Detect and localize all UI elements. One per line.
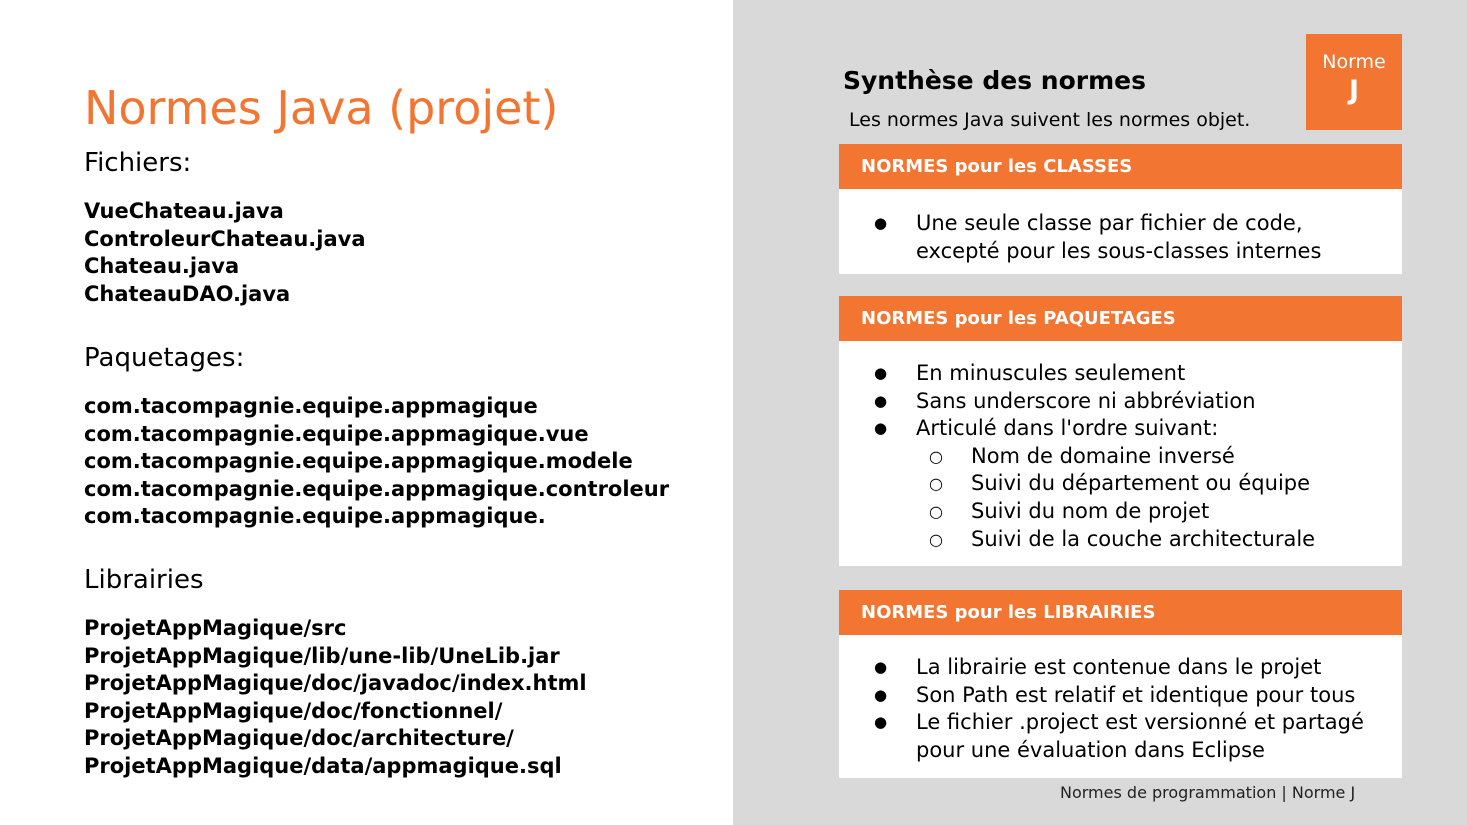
- sub-bullet-item: ○ Suivi du département ou équipe: [839, 470, 1402, 498]
- card-bullet-list: [839, 341, 1402, 553]
- library-item: ProjetAppMagique/doc/fonctionnel/: [84, 698, 503, 723]
- package-item: com.tacompagnie.equipe.appmagique.modele: [84, 449, 633, 474]
- bullet-item: [839, 709, 1402, 764]
- library-item: ProjetAppMagique/data/appmagique.sql: [84, 753, 562, 778]
- bullet-line: pour une évaluation dans Eclipse: [916, 737, 1265, 762]
- file-item: ControleurChateau.java: [84, 226, 366, 251]
- synthesis-title: Synthèse des normes: [843, 66, 1146, 95]
- sub-bullet-item: ○ Suivi du nom de projet: [839, 498, 1402, 526]
- bullet-item: [839, 210, 1402, 265]
- file-item: VueChateau.java: [84, 199, 284, 223]
- sub-bullet-item: ○ Suivi de la couche architecturale: [839, 526, 1402, 554]
- bullet-item: ● Sans underscore ni abbréviation: [839, 388, 1402, 416]
- library-item: ProjetAppMagique/doc/javadoc/index.html: [84, 671, 587, 696]
- library-item: ProjetAppMagique/lib/une-lib/UneLib.jar: [84, 643, 560, 668]
- file-item: Chateau.java: [84, 254, 240, 279]
- section-heading-librairies: Librairies: [84, 565, 204, 595]
- package-item: com.tacompagnie.equipe.appmagique.: [84, 504, 546, 529]
- page-title: Normes Java (projet): [84, 81, 559, 135]
- library-item: ProjetAppMagique/src: [84, 616, 347, 640]
- bullet-item: ● En minuscules seulement: [839, 360, 1402, 388]
- sub-bullet-item: ○ Nom de domaine inversé: [839, 443, 1402, 471]
- package-item: com.tacompagnie.equipe.appmagique: [84, 394, 538, 418]
- package-item: com.tacompagnie.equipe.appmagique.vue: [84, 421, 589, 446]
- file-item: ChateauDAO.java: [84, 281, 291, 306]
- library-list: [84, 615, 587, 781]
- card-header: NORMES pour les CLASSES: [839, 144, 1402, 189]
- bullet-line: excepté pour les sous-classes internes: [916, 238, 1322, 263]
- section-heading-paquetages: Paquetages:: [84, 343, 245, 373]
- card-bullet-list: [839, 189, 1402, 265]
- badge-letter: J: [1348, 75, 1360, 106]
- package-list: [84, 393, 669, 531]
- library-item: ProjetAppMagique/doc/architecture/: [84, 726, 514, 751]
- bullet-item: ● Articulé dans l'ordre suivant:: [839, 415, 1402, 443]
- card-paquetages: [839, 296, 1402, 566]
- card-header: NORMES pour les PAQUETAGES: [839, 296, 1402, 341]
- card-header: NORMES pour les LIBRAIRIES: [839, 590, 1402, 635]
- card-librairies: [839, 590, 1402, 778]
- slide-footer: Normes de programmation | Norme J: [1060, 783, 1356, 802]
- synthesis-subtitle: Les normes Java suivent les normes objet.: [849, 109, 1251, 131]
- bullet-item: ● La librairie est contenue dans le projet: [839, 654, 1402, 682]
- bullet-line: ● Une seule classe par fichier de code,: [916, 211, 1303, 235]
- package-item: com.tacompagnie.equipe.appmagique.controleur: [84, 476, 670, 501]
- bullet-line: ● Le fichier .project est versionné et partagé: [916, 710, 1364, 735]
- file-list: [84, 198, 366, 308]
- bullet-item: ● Son Path est relatif et identique pour tous: [839, 682, 1402, 710]
- card-bullet-list: [839, 635, 1402, 764]
- card-classes: [839, 144, 1402, 274]
- section-heading-fichiers: Fichiers:: [84, 148, 192, 178]
- badge-label: Norme: [1322, 51, 1386, 73]
- norme-badge: [1306, 34, 1402, 130]
